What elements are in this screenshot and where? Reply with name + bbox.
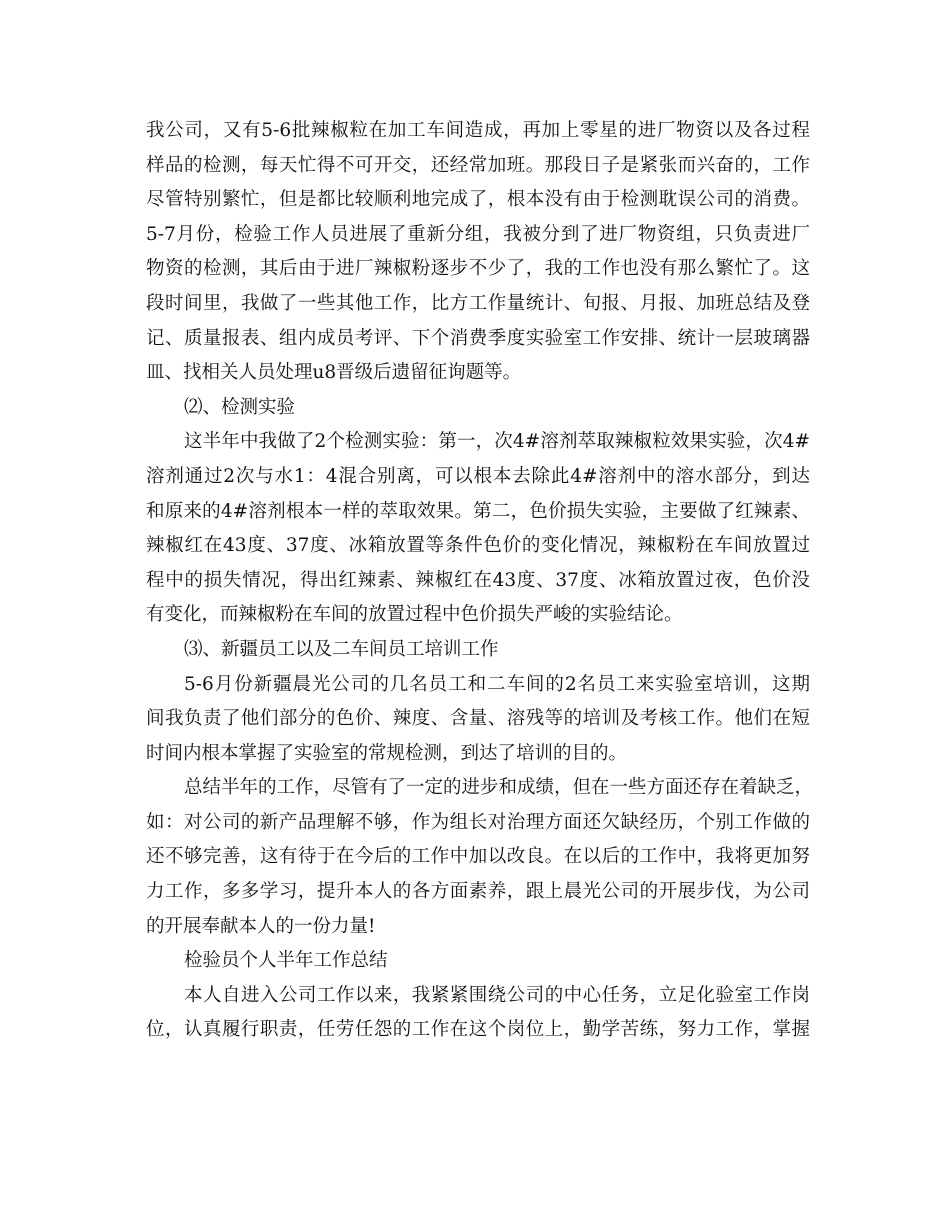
text-line: 本人自进入公司工作以来，我紧紧围绕公司的中心任务，立足化验室工作岗 — [184, 984, 810, 1006]
text-line: 的开展奉献本人的一份力量! — [146, 915, 376, 937]
text-line: 物资的检测，其后由于进厂辣椒粉逐步不少了，我的工作也没有那么繁忙了。这 — [146, 258, 810, 280]
text-line: 这半年中我做了2个检测实验：第一，次4#溶剂萃取辣椒粒效果实验，次4# — [184, 431, 810, 453]
text-line: 皿、找相关人员处理u8晋级后遗留征询题等。 — [146, 362, 522, 384]
text-line: 我公司，又有5-6批辣椒粒在加工车间造成，再加上零星的进厂物资以及各过程 — [146, 120, 810, 141]
text-line: 5-7月份，检验工作人员进展了重新分组，我被分到了进厂物资组，只负责进厂 — [146, 223, 810, 245]
text-line: 还不够完善，这有待于在今后的工作中加以改良。在以后的工作中，我将更加努 — [146, 846, 810, 868]
section-title: 检验员个人半年工作总结 — [184, 950, 388, 972]
text-line: 时间内根本掌握了实验室的常规检测，到达了培训的目的。 — [146, 742, 628, 764]
text-line: 样品的检测，每天忙得不可开交，还经常加班。那段日子是紧张而兴奋的，工作 — [146, 154, 810, 176]
text-line: 有变化，而辣椒粉在车间的放置过程中色价损失严峻的实验结论。 — [146, 604, 683, 626]
text-line: 辣椒红在43度、37度、冰箱放置等条件色价的变化情况，辣椒粉在车间放置过 — [146, 535, 810, 557]
text-line: 总结半年的工作，尽管有了一定的进步和成绩，但在一些方面还存在着缺乏， — [184, 777, 814, 799]
text-line: 位，认真履行职责，任劳任怨的工作在这个岗位上，勤学苦练，努力工作，掌握 — [146, 1019, 810, 1041]
section-heading: ⑵、检测实验 — [184, 396, 296, 418]
text-line: 尽管特别繁忙，但是都比较顺利地完成了，根本没有由于检测耽误公司的消费。 — [146, 189, 810, 211]
text-line: 段时间里，我做了一些其他工作，比方工作量统计、旬报、月报、加班总结及登 — [146, 292, 810, 314]
text-line: 程中的损失情况，得出红辣素、辣椒红在43度、37度、冰箱放置过夜，色价没 — [146, 569, 810, 591]
text-line: 记、质量报表、组内成员考评、下个消费季度实验室工作安排、统计一层玻璃器 — [146, 327, 810, 349]
section-heading: ⑶、新疆员工以及二车间员工培训工作 — [184, 638, 499, 660]
document-body — [146, 114, 814, 1048]
text-line: 力工作，多多学习，提升本人的各方面素养，跟上晨光公司的开展步伐，为公司 — [146, 881, 810, 903]
text-line: 5-6月份新疆晨光公司的几名员工和二车间的2名员工来实验室培训，这期 — [184, 673, 810, 695]
text-line: 间我负责了他们部分的色价、辣度、含量、溶残等的培训及考核工作。他们在短 — [146, 708, 810, 730]
text-line: 溶剂通过2次与水1：4混合别离，可以根本去除此4#溶剂中的溶水部分，到达 — [146, 465, 810, 487]
text-line: 和原来的4#溶剂根本一样的萃取效果。第二，色价损失实验，主要做了红辣素、 — [146, 500, 810, 522]
text-line: 如：对公司的新产品理解不够，作为组长对治理方面还欠缺经历，个别工作做的 — [146, 811, 810, 833]
